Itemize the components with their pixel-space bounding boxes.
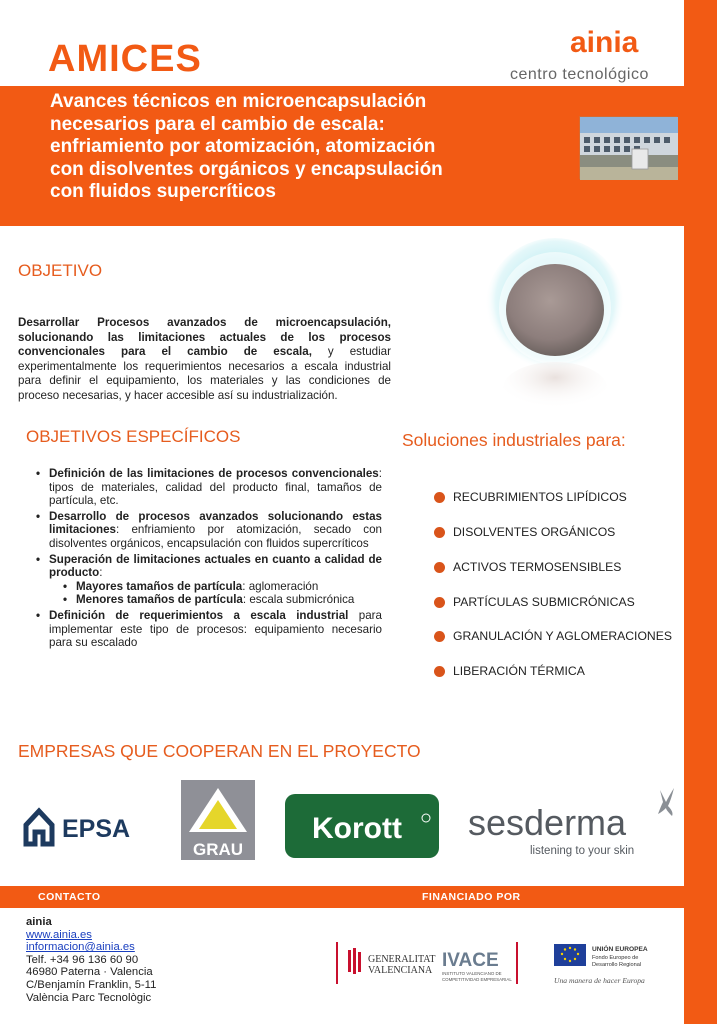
ivace-logo [436,938,520,988]
eu-title: UNIÓN EUROPEA [592,946,648,953]
ivace-sub-1: INSTITUTO VALENCIANO DE [442,971,502,976]
gva-text-2: VALENCIANA [368,965,433,976]
contact-org: ainia [26,916,52,928]
list-item: • Definición de requerimientos a escala industrial para implementar este tipo de procesos: equipamiento necesario para su escalado [36,609,382,650]
solution-item: GRANULACIÓN Y AGLOMERACIONES [434,629,672,643]
project-subtitle: Avances técnicos en microencapsulación necesarios para el cambio de escala: enfriamiento por atomización, atomización con disolventes orgánicos y encapsulación con fluidos supercríticos [50,91,443,202]
soluciones-heading: Soluciones industriales para: [402,430,626,450]
solution-item: RECUBRIMIENTOS LIPÍDICOS [434,490,627,504]
contact-block [26,916,156,1004]
solution-item: LIBERACIÓN TÉRMICA [434,664,585,678]
right-accent-bar [684,0,717,1024]
list-item: • Desarrollo de procesos avanzados solucionando estas limitaciones: enfriamiento por atomización, secado con disolventes orgánicos, encapsulación con fluidos supercríticos [36,510,382,551]
objetivos-especificos-heading: OBJETIVOS ESPECÍFICOS [26,427,241,446]
bullet-dot-icon [434,597,445,608]
sesderma-logo-text: sesderma [468,802,627,843]
funded-by-label: FINANCIADO POR [422,891,521,903]
empresas-heading: EMPRESAS QUE COOPERAN EN EL PROYECTO [18,741,421,761]
bullet-dot-icon [434,492,445,503]
ainia-logo-tagline: centro tecnológico [510,66,649,83]
bullet-dot-icon [434,562,445,573]
ivace-sub-2: COMPETITIVIDAD EMPRESARIAL [442,977,512,982]
eu-fund-2: Desarrollo Regional [592,962,642,968]
bullet-dot-icon [434,527,445,538]
sub-list [63,580,382,607]
sesderma-logo [466,780,678,860]
microcapsule-illustration [466,238,644,416]
list-item: • Superación de limitaciones actuales en cuanto a calidad de producto: • Mayores tamaños de partícula: aglomeración • Menores tamaños de partícula: escala submicrónica [36,553,382,607]
sesderma-tagline: listening to your skin [530,845,635,857]
email-link[interactable]: informacion@ainia.es [26,941,135,954]
building-photo [579,116,677,179]
list-item: • Menores tamaños de partícula: escala submicrónica [63,593,382,607]
contact-label: CONTACTO [38,891,101,903]
solution-item: ACTIVOS TERMOSENSIBLES [434,560,621,574]
solution-item: PARTÍCULAS SUBMICRÓNICAS [434,595,635,609]
contact-park: València Parc Tecnològic [26,991,152,1004]
eu-feder-logo [552,942,672,992]
generalitat-valenciana-logo [336,938,436,988]
website-link[interactable]: www.ainia.es [26,928,92,941]
eu-fund-1: Fondo Europeo de [592,955,639,961]
page-title: AMICES [48,38,202,80]
objetivo-heading: OBJETIVO [18,261,103,280]
contact-city: 46980 Paterna · Valencia [26,966,153,979]
korott-logo-text: Korott [312,812,402,845]
gva-text-1: GENERALITAT [368,954,436,965]
bullet-dot-icon [434,631,445,642]
contact-phone: Telf. +34 96 136 60 90 [26,953,139,966]
epsa-logo [20,780,145,860]
bullet-dot-icon [434,666,445,677]
list-item: • Definición de las limitaciones de procesos convencionales: tipos de materiales, calidad del producto final, tamaños de partícula, etc. [36,467,382,508]
grau-logo [181,780,255,860]
objetivos-especificos-list [36,467,382,652]
objetivo-paragraph: Desarrollar Procesos avanzados de microencapsulación, solucionando las limitaciones actuales de los procesos convencionales para el cambio de escala, y estudiar experimentalmente los requerimientos necesarios a escala industrial para definir el equipamiento, los materiales y las condiciones de proceso necesarias, y hacer accesible así su industrialización. [18,316,391,402]
ivace-text: IVACE [442,950,499,971]
list-item: • Mayores tamaños de partícula: aglomeración [63,580,382,594]
footer-band [0,886,684,908]
solution-item: DISOLVENTES ORGÁNICOS [434,525,615,539]
epsa-logo-text: EPSA [62,815,131,843]
grau-logo-text: GRAU [192,840,244,859]
eu-motto: Una manera de hacer Europa [554,976,645,985]
ainia-logo: ainia [570,26,639,59]
korott-logo [285,780,439,860]
contact-street: C/Benjamín Franklin, 5-11 [26,978,157,991]
